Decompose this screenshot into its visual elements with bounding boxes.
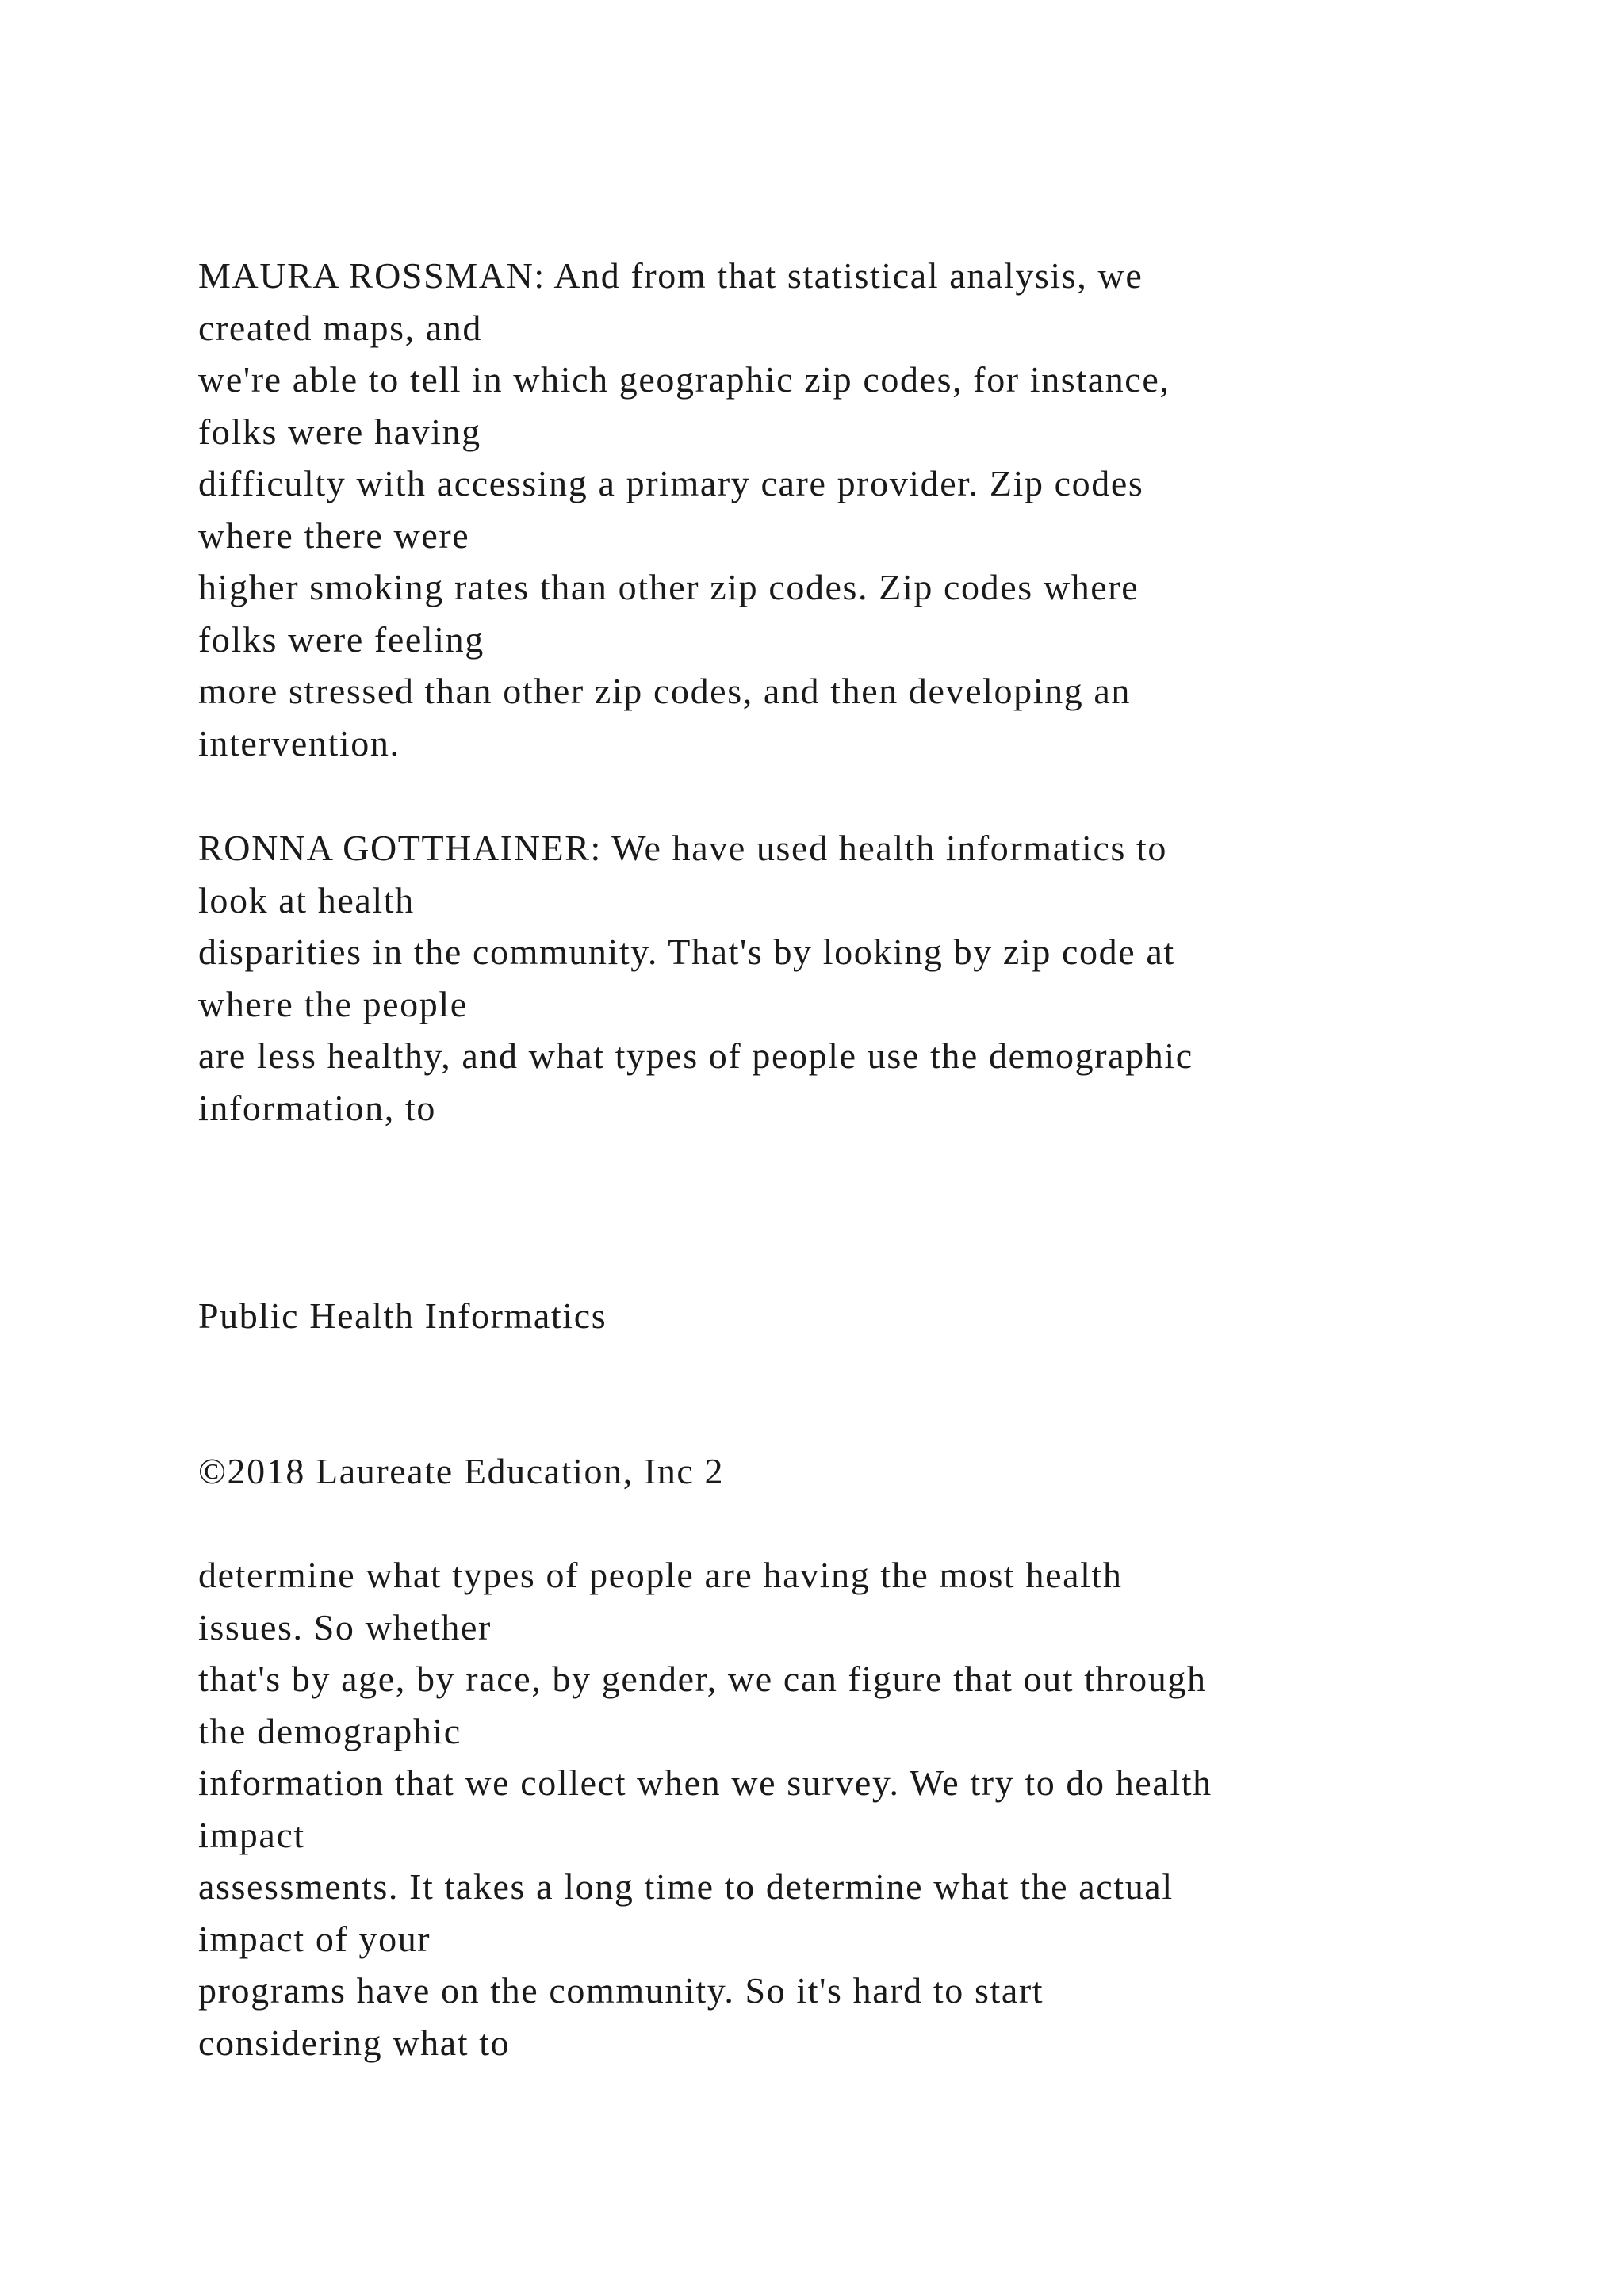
text-line: disparities in the community. That's by looking by zip code at	[198, 932, 1175, 972]
text-line: considering what to	[198, 2022, 511, 2063]
text-line: impact	[198, 1814, 305, 1855]
text-line: programs have on the community. So it's hard to start	[198, 1970, 1044, 2011]
text-line: impact of your	[198, 1918, 431, 1959]
text-line: are less healthy, and what types of people use the demographic	[198, 1035, 1193, 1076]
transcript-paragraph-gotthainer	[198, 822, 1499, 1134]
text-line: issues. So whether	[198, 1606, 492, 1647]
text-line: look at health	[198, 879, 415, 920]
text-line: intervention.	[198, 722, 400, 763]
transcript-paragraph-continued	[198, 1549, 1499, 2068]
text-line: where the people	[198, 983, 468, 1024]
text-line: information that we collect when we survey. We try to do health	[198, 1762, 1212, 1803]
text-line: MAURA ROSSMAN: And from that statistical analysis, we	[198, 255, 1143, 296]
text-line: more stressed than other zip codes, and then developing an	[198, 671, 1132, 711]
text-line: higher smoking rates than other zip codes. Zip codes where	[198, 567, 1139, 607]
text-line: assessments. It takes a long time to determine what the actual	[198, 1866, 1174, 1907]
text-line: created maps, and	[198, 307, 482, 348]
text-line: the demographic	[198, 1710, 462, 1751]
text-line: determine what types of people are having the most health	[198, 1555, 1123, 1595]
transcript-paragraph-rossman	[198, 250, 1499, 769]
text-line: we're able to tell in which geographic zip codes, for instance,	[198, 359, 1170, 400]
text-line: information, to	[198, 1087, 436, 1128]
text-line: difficulty with accessing a primary care provider. Zip codes	[198, 463, 1144, 503]
text-line: folks were having	[198, 411, 481, 452]
text-line: that's by age, by race, by gender, we can figure that out through	[198, 1659, 1207, 1699]
text-line: where there were	[198, 515, 470, 556]
text-line: Public Health Informatics	[198, 1295, 607, 1336]
page-footer-copyright	[198, 1445, 1499, 1498]
text-line: folks were feeling	[198, 618, 485, 660]
text-line: RONNA GOTTHAINER: We have used health informatics to	[198, 828, 1168, 868]
page-header-title	[198, 1290, 1499, 1342]
text-line: ©2018 Laureate Education, Inc 2	[198, 1451, 725, 1491]
